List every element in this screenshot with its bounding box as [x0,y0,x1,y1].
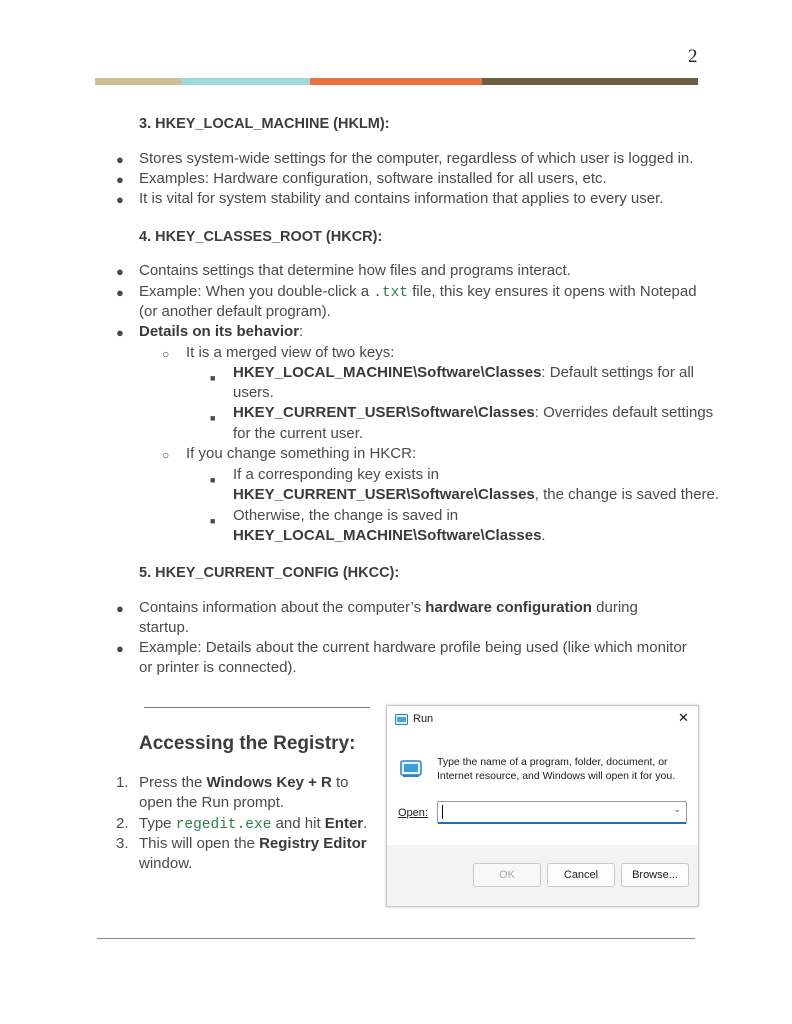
hkcc-heading: 5. HKEY_CURRENT_CONFIG (HKCC): [139,565,400,581]
square-bullet-icon: ■ [210,516,216,526]
hklm-item-3: It is vital for system stability and contains information that applies to every user. [139,190,664,207]
header-bar-segment-2 [181,78,310,85]
hkcr-sub-2b: Otherwise, the change is saved in [233,507,459,524]
run-description-1: Type the name of a program, folder, document, or [437,756,668,768]
footer-rule [97,938,695,939]
step-1-cont: open the Run prompt. [139,794,285,811]
header-bar-segment-3 [310,78,482,85]
hkcr-sub-1b-cont: for the current user. [233,425,364,442]
hkcc-item-2: Example: Details about the current hardware profile being used (like which monitor [139,639,687,656]
hkcr-item-2: Example: When you double-click a .txt file, this key ensures it opens with Notepad [139,283,697,301]
chevron-down-icon[interactable]: ⌄ [673,804,681,814]
bullet-icon: ● [116,641,124,656]
step-number: 2. [116,815,129,832]
square-bullet-icon: ■ [210,413,216,423]
header-bar-segment-1 [95,78,181,85]
square-bullet-icon: ■ [210,475,216,485]
step-3-cont: window. [139,855,193,872]
text-cursor [442,805,443,819]
hkcr-sub-1b: HKEY_CURRENT_USER\Software\Classes: Overrides default settings [233,404,714,421]
hkcc-item-2-cont: or printer is connected). [139,659,297,676]
hkcr-sub-1: It is a merged view of two keys: [186,344,395,361]
header-bar-segment-4 [482,78,698,85]
hkcr-sub-2b-cont: HKEY_LOCAL_MACHINE\Software\Classes. [233,527,546,544]
run-large-icon [400,760,422,778]
hkcr-item-2-cont: (or another default program). [139,303,331,320]
txt-code: .txt [373,285,409,301]
bullet-icon: ● [116,172,124,187]
run-dialog [386,705,699,907]
bullet-icon: ● [116,192,124,207]
step-number: 1. [116,774,129,791]
hklm-heading: 3. HKEY_LOCAL_MACHINE (HKLM): [139,116,390,132]
hkcc-item-1-cont: startup. [139,619,190,636]
open-combobox[interactable] [437,801,687,824]
bullet-icon: ● [116,152,124,167]
ok-button[interactable]: OK [473,863,541,887]
page-number: 2 [688,46,698,67]
step-2: Type regedit.exe and hit Enter. [139,815,368,833]
bullet-icon: ● [116,325,124,340]
bullet-icon: ● [116,264,124,279]
run-title: Run [413,713,434,725]
square-bullet-icon: ■ [210,373,216,383]
hklm-item-2: Examples: Hardware configuration, software installed for all users, etc. [139,170,607,187]
run-app-icon [395,714,408,725]
step-1: Press the Windows Key + R to [139,774,349,791]
regedit-code: regedit.exe [175,817,272,833]
accessing-title: Accessing the Registry: [139,733,356,754]
hklm-item-1: Stores system-wide settings for the computer, regardless of which user is logged in. [139,150,694,167]
step-number: 3. [116,835,129,852]
hkcc-item-1: Contains information about the computer’s hardware configuration during [139,599,638,616]
close-icon[interactable]: ✕ [678,710,689,725]
bullet-icon: ● [116,601,124,616]
cancel-button[interactable]: Cancel [547,863,615,887]
browse-button[interactable]: Browse... [621,863,689,887]
run-description-2: Internet resource, and Windows will open it for you. [437,770,676,782]
hkcr-item-3: Details on its behavior: [139,323,304,340]
circle-bullet-icon: ○ [162,347,170,361]
circle-bullet-icon: ○ [162,448,170,462]
hkcr-sub-1a-cont: users. [233,384,274,401]
bullet-icon: ● [116,285,124,300]
open-label: Open: [398,807,428,819]
step-3: This will open the Registry Editor [139,835,367,852]
hkcr-heading: 4. HKEY_CLASSES_ROOT (HKCR): [139,229,383,245]
section-divider [144,707,370,708]
hkcr-item-1: Contains settings that determine how files and programs interact. [139,262,571,279]
hkcr-sub-2a: If a corresponding key exists in [233,466,439,483]
hkcr-sub-1a: HKEY_LOCAL_MACHINE\Software\Classes: Default settings for all [233,364,694,381]
hkcr-sub-2: If you change something in HKCR: [186,445,417,462]
hkcr-sub-2a-cont: HKEY_CURRENT_USER\Software\Classes, the change is saved there. [233,486,720,503]
